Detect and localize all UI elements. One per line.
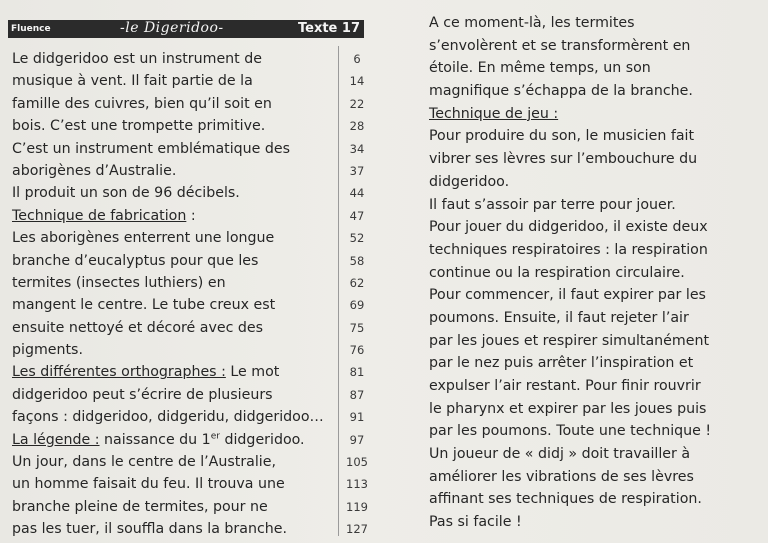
text-line	[429, 284, 759, 307]
line-content: Pour commencer, il faut expirer par les	[429, 287, 706, 304]
word-count: 62	[349, 275, 365, 290]
section-heading: Technique de fabrication	[12, 207, 187, 224]
word-count: 34	[349, 141, 365, 156]
text-line	[429, 511, 759, 534]
text-line	[429, 330, 759, 353]
line-content: A ce moment-là, les termites	[429, 15, 635, 31]
line-content: Les aborigènes enterrent une longue	[12, 230, 275, 247]
line-content: ensuite nettoyé et décoré avec des	[12, 319, 264, 336]
line-text	[12, 272, 226, 294]
text-line	[12, 384, 372, 406]
text-number: Texte 17	[298, 21, 360, 36]
text-line	[12, 518, 372, 540]
line-content: façons : didgeridoo, didgeridu, didgeridoo…	[12, 409, 324, 426]
text-line	[429, 466, 759, 489]
line-text	[12, 473, 285, 495]
text-line	[429, 103, 759, 126]
line-content: Le didgeridoo est un instrument de	[12, 51, 262, 67]
text-line	[429, 488, 759, 511]
text-line	[12, 294, 372, 316]
fluence-label: Fluence	[11, 24, 51, 34]
line-content: Pas si facile !	[429, 514, 522, 531]
word-count: 52	[349, 231, 365, 246]
line-text	[12, 406, 324, 428]
text-line	[12, 70, 372, 92]
text-line	[429, 35, 759, 58]
line-content: le pharynx et expirer par les joues puis	[429, 400, 707, 417]
line-content: par les poumons. Toute une technique !	[429, 423, 712, 440]
line-text	[12, 115, 265, 137]
line-text	[12, 138, 290, 160]
text-line	[429, 398, 759, 421]
line-content-after: didgeridoo.	[219, 431, 305, 448]
line-content: améliorer les vibrations de ses lèvres	[429, 468, 694, 485]
line-content: Il faut s’assoir par terre pour jouer.	[429, 196, 676, 213]
line-content: Le mot	[225, 364, 280, 381]
right-column	[429, 12, 759, 534]
line-content: expulser l’air restant. Pour finir rouvrir	[429, 378, 701, 394]
line-content: musique à vent. Il fait partie de la	[12, 73, 253, 90]
line-content: Pour jouer du didgeridoo, il existe deux	[429, 219, 708, 236]
text-line	[12, 361, 372, 383]
superscript: er	[210, 430, 220, 441]
text-line	[12, 48, 372, 70]
word-count: 37	[349, 163, 365, 178]
line-text	[12, 160, 176, 182]
text-line	[12, 317, 372, 339]
text-line	[429, 352, 759, 375]
line-text	[12, 70, 253, 92]
text-line	[12, 160, 372, 182]
line-text	[12, 451, 276, 473]
text-line	[429, 239, 759, 262]
line-content: bois. C’est une trompette primitive.	[12, 118, 266, 135]
line-text	[12, 48, 262, 70]
line-content: étoile. En même temps, un son	[429, 60, 651, 77]
line-content: par les joues et respirer simultanément	[429, 332, 710, 349]
word-count: 91	[349, 410, 365, 425]
word-count: 127	[346, 522, 368, 537]
line-content: techniques respiratoires : la respiration	[429, 241, 708, 258]
word-count: 87	[349, 387, 365, 402]
text-line	[12, 138, 372, 160]
line-text	[12, 227, 274, 249]
line-content: magnifique s’échappa de la branche.	[429, 83, 693, 100]
line-text	[12, 317, 263, 339]
text-line	[12, 205, 372, 227]
text-line	[12, 93, 372, 115]
line-content: continue ou la respiration circulaire.	[429, 264, 685, 281]
word-count: 47	[349, 208, 365, 223]
word-count: 119	[346, 499, 368, 514]
text-line	[429, 194, 759, 217]
text-line	[429, 216, 759, 239]
word-count: 58	[349, 253, 365, 268]
text-line	[429, 375, 759, 398]
line-content: Un jour, dans le centre de l’Australie,	[12, 454, 276, 471]
word-count: 22	[349, 96, 365, 111]
line-content: branche d’eucalyptus pour que les	[12, 252, 259, 269]
line-content: pigments.	[12, 342, 83, 359]
text-line	[429, 12, 759, 35]
word-count: 44	[349, 186, 365, 201]
line-text	[12, 339, 83, 361]
word-count: 76	[349, 343, 365, 358]
line-content: pas les tuer, il souffla dans la branche.	[12, 521, 287, 538]
left-column	[12, 48, 372, 541]
line-content: un homme faisait du feu. Il trouva une	[12, 476, 285, 493]
line-text	[12, 182, 240, 204]
word-count: 113	[346, 477, 368, 492]
line-content: aborigènes d’Australie.	[12, 162, 177, 179]
line-text	[12, 250, 258, 272]
text-line	[12, 182, 372, 204]
text-line	[12, 429, 372, 451]
line-text	[12, 205, 196, 227]
word-count: 81	[349, 365, 365, 380]
line-content: :	[186, 207, 196, 224]
line-content: C’est un instrument emblématique des	[12, 140, 291, 157]
line-text	[12, 429, 305, 451]
text-line	[429, 148, 759, 171]
text-line	[12, 406, 372, 428]
text-line	[12, 227, 372, 249]
line-content: par le nez puis arrêter l’inspiration et	[429, 355, 694, 372]
line-text	[12, 361, 279, 383]
section-heading: Technique de jeu :	[429, 105, 559, 122]
word-count: 69	[349, 298, 365, 313]
line-content: affinant ses techniques de respiration.	[429, 491, 702, 508]
line-content: didgeridoo peut s’écrire de plusieurs	[12, 386, 273, 403]
line-content: famille des cuivres, bien qu’il soit en	[12, 95, 272, 112]
line-content: poumons. Ensuite, il faut rejeter l’air	[429, 309, 689, 326]
text-line	[429, 125, 759, 148]
word-count: 6	[353, 52, 361, 66]
line-content: Un joueur de « didj » doit travailler à	[429, 446, 691, 463]
text-line	[12, 250, 372, 272]
text-line	[12, 473, 372, 495]
text-line	[12, 339, 372, 361]
section-heading: Les différentes orthographes :	[12, 364, 226, 381]
text-line	[429, 57, 759, 80]
text-line	[429, 262, 759, 285]
word-count: 97	[349, 432, 365, 447]
text-line	[12, 451, 372, 473]
line-content: termites (insectes luthiers) en	[12, 274, 226, 291]
document-title: -le Digeridoo-	[120, 20, 224, 36]
section-heading: La légende :	[12, 431, 100, 448]
line-content: naissance du 1	[99, 431, 211, 448]
line-text	[12, 518, 287, 540]
line-content: Il produit un son de 96 décibels.	[12, 185, 240, 202]
line-text	[12, 294, 275, 316]
word-count: 14	[349, 74, 365, 89]
text-line	[12, 272, 372, 294]
line-content: s’envolèrent et se transformèrent en	[429, 37, 691, 54]
text-line	[429, 80, 759, 103]
line-content: vibrer ses lèvres sur l’embouchure du	[429, 151, 698, 168]
line-content: didgeridoo.	[429, 173, 510, 190]
text-line	[12, 496, 372, 518]
text-line	[429, 171, 759, 194]
line-content: branche pleine de termites, pour ne	[12, 498, 268, 515]
text-line	[12, 115, 372, 137]
word-count: 105	[346, 455, 368, 470]
word-count: 75	[349, 320, 365, 335]
line-content: Pour produire du son, le musicien fait	[429, 128, 695, 145]
line-content: mangent le centre. Le tube creux est	[12, 297, 276, 314]
line-text	[12, 93, 272, 115]
line-text	[12, 496, 268, 518]
line-text	[12, 384, 273, 406]
word-count: 28	[349, 119, 365, 134]
text-line	[429, 420, 759, 443]
text-line	[429, 443, 759, 466]
header-bar	[8, 20, 364, 38]
text-line	[429, 307, 759, 330]
